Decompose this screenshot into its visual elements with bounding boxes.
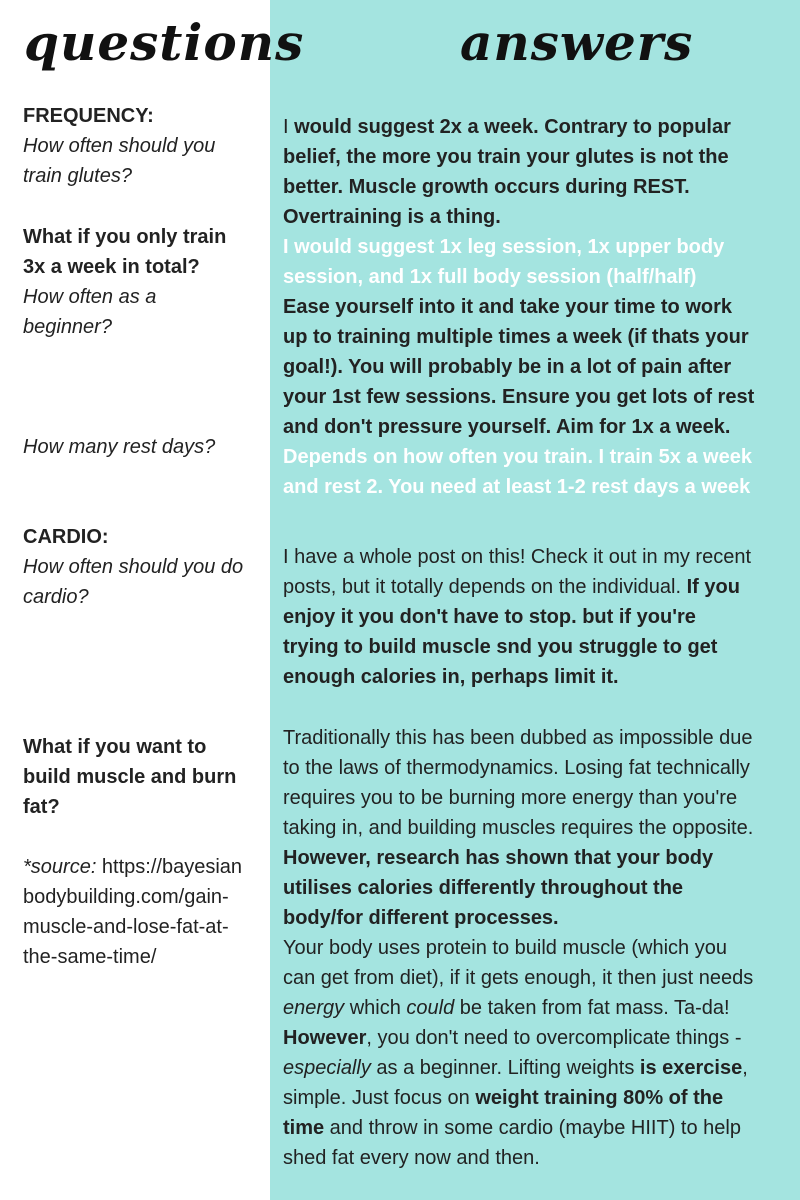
answer-line: enjoy it you don't have to stop. but if you're bbox=[283, 606, 696, 628]
source-citation bbox=[23, 852, 268, 972]
question-line: train glutes? bbox=[23, 165, 132, 187]
answer-text: could bbox=[406, 997, 455, 1019]
answer-line: belief, the more you train your glutes is not the bbox=[283, 146, 729, 168]
question-line: How often should you do bbox=[23, 556, 244, 578]
answer-line: and rest 2. You need at least 1-2 rest days a week bbox=[283, 476, 751, 498]
question-line: build muscle and burn bbox=[23, 766, 237, 788]
answer-line: I have a whole post on this! Check it out in my recent bbox=[283, 546, 752, 568]
question-line: How many rest days? bbox=[23, 436, 216, 458]
source-url-part: the-same-time/ bbox=[23, 946, 157, 968]
muscle-fat-question bbox=[23, 732, 268, 822]
answer-text: simple. Just focus on bbox=[283, 1087, 476, 1109]
answer-line: your 1st few sessions. Ensure you get lots of rest bbox=[283, 386, 755, 408]
answer-line: I would suggest 1x leg session, 1x upper body bbox=[283, 236, 725, 258]
question-line: cardio? bbox=[23, 586, 89, 608]
answer-line: session, and 1x full body session (half/half) bbox=[283, 266, 697, 288]
answer-text: , you don't need to overcomplicate things - bbox=[366, 1027, 742, 1049]
answer-line: shed fat every now and then. bbox=[283, 1147, 540, 1169]
question-line: 3x a week in total? bbox=[23, 256, 200, 278]
answer-line: and don't pressure yourself. Aim for 1x a week. bbox=[283, 416, 731, 438]
answer-text: posts, but it totally depends on the individual. bbox=[283, 576, 687, 598]
frequency-label: FREQUENCY: bbox=[23, 105, 154, 127]
answer-line: to the laws of thermodynamics. Losing fat technically bbox=[283, 757, 750, 779]
answer-text: If you bbox=[686, 576, 740, 598]
answer-text: especially bbox=[283, 1057, 371, 1079]
answer-text: is exercise bbox=[639, 1057, 743, 1079]
answer-line: utilises calories differently throughout the bbox=[283, 877, 684, 899]
answer-line: can get from diet), if it gets enough, it then just needs bbox=[283, 967, 754, 989]
answer-line: body/for different processes. bbox=[283, 907, 559, 929]
questions-heading: questions bbox=[24, 13, 305, 72]
answer-text: be taken from fat mass. Ta-da! bbox=[454, 997, 730, 1019]
question-line: How often as a bbox=[23, 286, 157, 308]
answer-line: requires you to be burning more energy than you're bbox=[283, 787, 738, 809]
answer-text: , bbox=[742, 1057, 748, 1079]
answer-line: Overtraining is a thing. bbox=[283, 206, 501, 228]
answer-text: energy bbox=[283, 997, 345, 1019]
answer-text: weight training 80% of the bbox=[475, 1087, 724, 1109]
answer-line: Ease yourself into it and take your time to work bbox=[283, 296, 732, 318]
rest-days-question bbox=[23, 432, 268, 462]
answer-text: time bbox=[283, 1117, 325, 1139]
frequency-answer bbox=[283, 112, 800, 502]
source-label: *source: bbox=[23, 856, 97, 878]
question-line: What if you only train bbox=[23, 226, 227, 248]
answer-line: Depends on how often you train. I train 5x a week bbox=[283, 446, 752, 468]
answer-line: trying to build muscle snd you struggle to get bbox=[283, 636, 718, 658]
answer-text: would suggest 2x a week. Contrary to popular bbox=[294, 116, 731, 138]
source-url-part: https://bayesian bbox=[96, 856, 243, 878]
answer-text: which bbox=[344, 997, 407, 1019]
cardio-question bbox=[23, 522, 268, 612]
answer-text: as a beginner. Lifting weights bbox=[370, 1057, 640, 1079]
answer-line: enough calories in, perhaps limit it. bbox=[283, 666, 619, 688]
cardio-label: CARDIO: bbox=[23, 526, 109, 548]
answer-line: However, research has shown that your body bbox=[283, 847, 714, 869]
answer-line: taking in, and building muscles requires the opposite. bbox=[283, 817, 754, 839]
question-line: What if you want to bbox=[23, 736, 207, 758]
answers-heading: answers bbox=[460, 13, 694, 72]
train-3x-question bbox=[23, 222, 268, 342]
source-line bbox=[23, 852, 268, 882]
frequency-question bbox=[23, 101, 268, 191]
cardio-answer bbox=[283, 542, 800, 692]
question-line: beginner? bbox=[23, 316, 112, 338]
answer-line: up to training multiple times a week (if thats your bbox=[283, 326, 749, 348]
answer-text: However bbox=[283, 1027, 367, 1049]
question-line: How often should you bbox=[23, 135, 216, 157]
source-url-part: muscle-and-lose-fat-at- bbox=[23, 916, 229, 938]
answer-line: Your body uses protein to build muscle (which you bbox=[283, 937, 727, 959]
answer-line: goal!). You will probably be in a lot of pain after bbox=[283, 356, 732, 378]
answer-line: better. Muscle growth occurs during REST. bbox=[283, 176, 690, 198]
answer-text: I bbox=[283, 116, 295, 138]
answer-line: Traditionally this has been dubbed as impossible due bbox=[283, 727, 753, 749]
question-line: fat? bbox=[23, 796, 60, 818]
source-url-part: bodybuilding.com/gain- bbox=[23, 886, 229, 908]
muscle-fat-answer bbox=[283, 723, 800, 1173]
answer-text: and throw in some cardio (maybe HIIT) to help bbox=[324, 1117, 741, 1139]
